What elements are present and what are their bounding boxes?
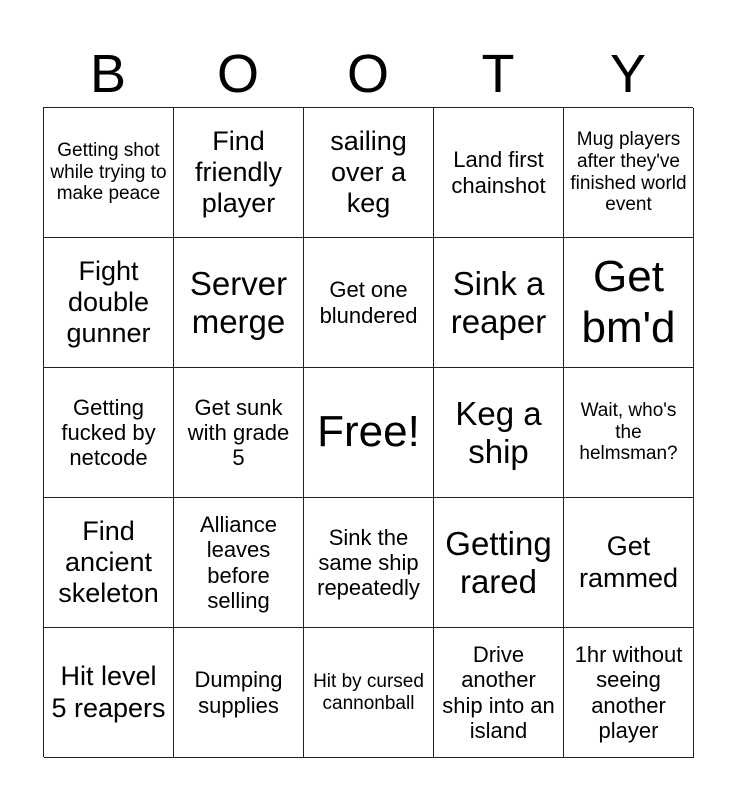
bingo-cell[interactable] <box>44 108 174 238</box>
cell-text: Drive another ship into an island <box>442 641 555 743</box>
bingo-cell[interactable] <box>564 628 694 758</box>
cell-text: Alliance leaves before selling <box>199 511 278 613</box>
bingo-cell[interactable] <box>304 498 434 628</box>
cell-text: Hit by cursed cannonball <box>313 670 424 714</box>
cell-text: Mug players after they've finished world event <box>570 128 687 216</box>
bingo-cell[interactable] <box>564 498 694 628</box>
cell-text: Getting shot while trying to make peace <box>50 139 167 205</box>
bingo-cell[interactable] <box>44 238 174 368</box>
cell-text: sailing over a keg <box>330 125 407 219</box>
cell-text: Sink a reaper <box>450 264 547 340</box>
bingo-cell[interactable] <box>434 498 564 628</box>
cell-text: Getting rared <box>445 524 552 600</box>
cell-text: Get bm'd <box>581 251 676 352</box>
bingo-cell[interactable] <box>174 628 304 758</box>
bingo-cell[interactable] <box>44 628 174 758</box>
bingo-cell[interactable] <box>44 498 174 628</box>
header-letter-o-2: O <box>346 44 389 104</box>
cell-text: Free! <box>317 407 420 457</box>
bingo-header <box>43 40 693 108</box>
bingo-cell[interactable] <box>44 368 174 498</box>
cell-text: Keg a ship <box>455 394 542 470</box>
header-letter-y: Y <box>609 44 647 104</box>
cell-text: Land first chainshot <box>451 147 546 198</box>
bingo-cell[interactable] <box>564 238 694 368</box>
cell-text: Sink the same ship repeatedly <box>317 524 420 601</box>
header-letter-o-1: O <box>216 44 259 104</box>
bingo-cell[interactable] <box>564 108 694 238</box>
cell-text: Wait, who's the helmsman? <box>579 399 678 465</box>
free-space-cell[interactable] <box>304 368 434 498</box>
bingo-cell[interactable] <box>434 108 564 238</box>
bingo-cell[interactable] <box>174 498 304 628</box>
bingo-cell[interactable] <box>304 628 434 758</box>
bingo-cell[interactable] <box>434 628 564 758</box>
bingo-cell[interactable] <box>304 108 434 238</box>
bingo-cell[interactable] <box>434 368 564 498</box>
cell-text: Dumping supplies <box>194 667 283 718</box>
cell-text: Find friendly player <box>194 125 283 219</box>
cell-text: 1hr without seeing another player <box>574 641 683 743</box>
cell-text: Find ancient skeleton <box>58 515 159 609</box>
bingo-cell[interactable] <box>304 238 434 368</box>
bingo-cell[interactable] <box>564 368 694 498</box>
cell-text: Server merge <box>189 264 288 340</box>
bingo-cell[interactable] <box>174 108 304 238</box>
cell-text: Fight double gunner <box>66 255 151 349</box>
cell-text: Hit level 5 reapers <box>51 661 166 723</box>
cell-text: Get sunk with grade 5 <box>187 394 290 471</box>
cell-text: Get rammed <box>578 531 679 593</box>
cell-text: Getting fucked by netcode <box>61 394 156 471</box>
bingo-cell[interactable] <box>174 238 304 368</box>
bingo-cell[interactable] <box>174 368 304 498</box>
header-letter-t: T <box>481 44 515 104</box>
bingo-cell[interactable] <box>434 238 564 368</box>
header-letter-b: B <box>89 44 127 104</box>
bingo-card <box>43 107 693 757</box>
cell-text: Get one blundered <box>319 277 418 328</box>
